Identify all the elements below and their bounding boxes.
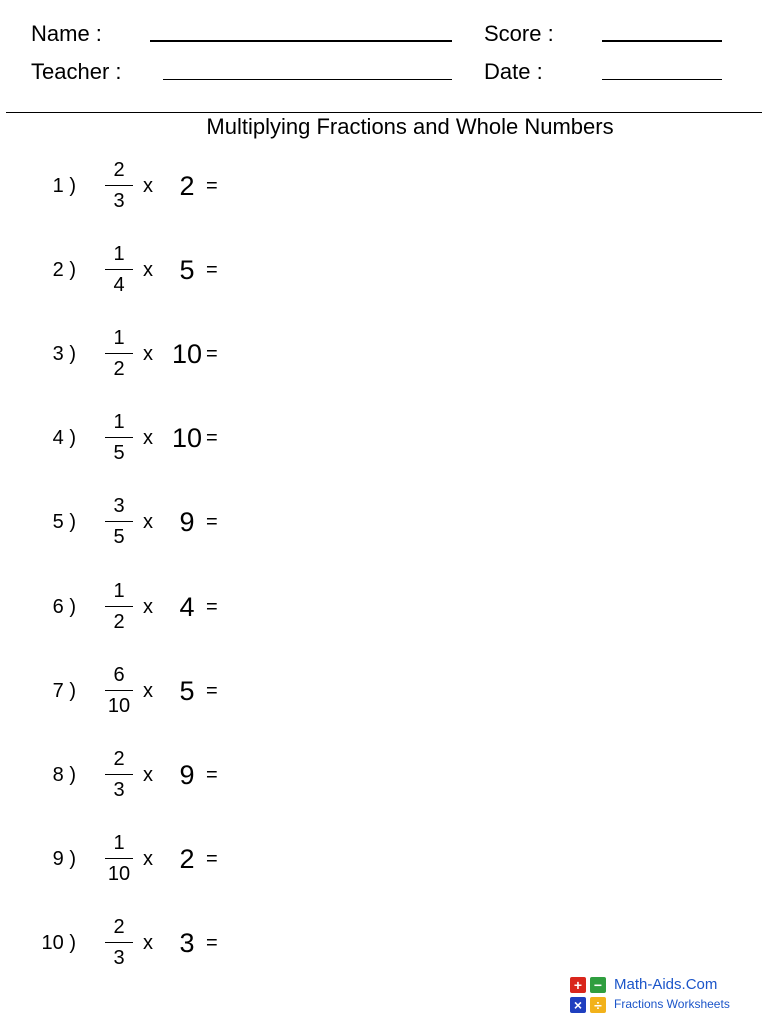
fraction-numerator: 3: [113, 495, 125, 518]
fraction: [102, 408, 136, 468]
worksheet-title: Multiplying Fractions and Whole Numbers: [206, 114, 614, 139]
problem-row: [0, 745, 260, 805]
equals-sign: =: [206, 595, 218, 618]
fraction-denominator: 5: [113, 442, 125, 465]
fraction-numerator: 1: [113, 327, 125, 350]
whole-number: 3: [179, 927, 195, 958]
teacher-label: Teacher :: [31, 59, 122, 84]
fraction-numerator: 1: [113, 243, 125, 266]
fraction: [102, 745, 136, 805]
problem-row: [0, 240, 260, 300]
fraction: [102, 913, 136, 973]
fraction-bar: [105, 774, 133, 775]
times-sign: x: [143, 679, 153, 702]
fraction-numerator: 2: [113, 747, 125, 770]
fraction-bar: [105, 858, 133, 859]
fraction-bar: [105, 353, 133, 354]
problem-number: 1 ): [52, 175, 76, 197]
problem-number: 5 ): [52, 511, 76, 534]
problem-row: [0, 913, 260, 973]
times-sign: x: [143, 931, 153, 954]
problem-row: [0, 324, 260, 384]
fraction-denominator: 5: [113, 526, 125, 549]
whole-number: 9: [179, 759, 195, 790]
fraction-denominator: 2: [113, 358, 125, 381]
fraction-bar: [105, 521, 133, 522]
fraction-denominator: 4: [113, 274, 125, 297]
fraction-bar: [105, 437, 133, 438]
times-sign: x: [143, 259, 153, 282]
fraction-bar: [105, 606, 133, 607]
whole-number: 5: [179, 255, 195, 286]
fraction-denominator: 3: [113, 190, 125, 212]
footer-subtitle: Fractions Worksheets: [614, 997, 730, 1011]
fraction: [102, 577, 136, 637]
math-aids-logo: [570, 977, 608, 1015]
fraction-numerator: 6: [113, 663, 125, 686]
fraction-denominator: 10: [107, 862, 131, 885]
problem-number: 9 ): [52, 847, 76, 870]
times-sign: x: [143, 427, 153, 450]
fraction: [102, 156, 136, 216]
times-sign: x: [143, 175, 153, 197]
times-sign: x: [143, 763, 153, 786]
header-divider: [6, 112, 762, 113]
footer-site-name[interactable]: Math-Aids.Com: [614, 976, 718, 993]
problem-number: 10 ): [41, 931, 76, 954]
fraction: [102, 661, 136, 721]
problem-number: 7 ): [52, 679, 76, 702]
whole-number: 9: [179, 507, 195, 538]
problem-number: 4 ): [52, 427, 76, 450]
equals-sign: =: [206, 847, 218, 870]
fraction-denominator: 2: [113, 610, 125, 633]
whole-number: 5: [179, 675, 195, 706]
equals-sign: =: [206, 763, 218, 786]
fraction-numerator: 1: [113, 579, 125, 602]
problem-number: 8 ): [52, 763, 76, 786]
divide-icon: ÷: [590, 997, 606, 1013]
fraction-bar: [105, 269, 133, 270]
equals-sign: =: [206, 175, 218, 197]
fraction-denominator: 10: [107, 694, 131, 717]
problem-row: [0, 577, 260, 637]
fraction-denominator: 3: [113, 778, 125, 801]
times-sign: x: [143, 595, 153, 618]
problem-number: 3 ): [52, 343, 76, 366]
problem-row: [0, 408, 260, 468]
fraction-numerator: 1: [113, 831, 125, 854]
problem-row: [0, 492, 260, 552]
fraction: [102, 240, 136, 300]
name-label: Name :: [31, 21, 102, 46]
fraction-bar: [105, 690, 133, 691]
equals-sign: =: [206, 511, 218, 534]
plus-icon: +: [570, 977, 586, 993]
fraction: [102, 829, 136, 889]
fraction: [102, 324, 136, 384]
fraction-bar: [105, 185, 133, 186]
fraction-numerator: 2: [113, 159, 125, 181]
whole-number: 10: [171, 339, 203, 370]
equals-sign: =: [206, 427, 218, 450]
fraction-denominator: 3: [113, 946, 125, 969]
equals-sign: =: [206, 259, 218, 282]
minus-icon: −: [590, 977, 606, 993]
times-sign: x: [143, 847, 153, 870]
fraction-numerator: 2: [113, 915, 125, 938]
whole-number: 2: [179, 171, 195, 201]
times-sign: x: [143, 343, 153, 366]
date-blank-line[interactable]: [602, 79, 722, 80]
problem-row: [0, 829, 260, 889]
whole-number: 2: [179, 843, 195, 874]
fraction-bar: [105, 942, 133, 943]
score-blank-line[interactable]: [602, 40, 722, 42]
problem-number: 2 ): [52, 259, 76, 282]
equals-sign: =: [206, 343, 218, 366]
equals-sign: =: [206, 931, 218, 954]
times-icon: ×: [570, 997, 586, 1013]
times-sign: x: [143, 511, 153, 534]
problem-row: [0, 661, 260, 721]
problem-row: [0, 156, 260, 216]
equals-sign: =: [206, 679, 218, 702]
name-blank-line[interactable]: [150, 40, 452, 42]
problem-number: 6 ): [52, 595, 76, 618]
whole-number: 4: [179, 591, 195, 622]
fraction-numerator: 1: [113, 411, 125, 434]
teacher-blank-line[interactable]: [163, 79, 452, 80]
whole-number: 10: [171, 423, 203, 454]
fraction: [102, 492, 136, 552]
score-label: Score :: [484, 21, 554, 46]
date-label: Date :: [484, 59, 543, 84]
